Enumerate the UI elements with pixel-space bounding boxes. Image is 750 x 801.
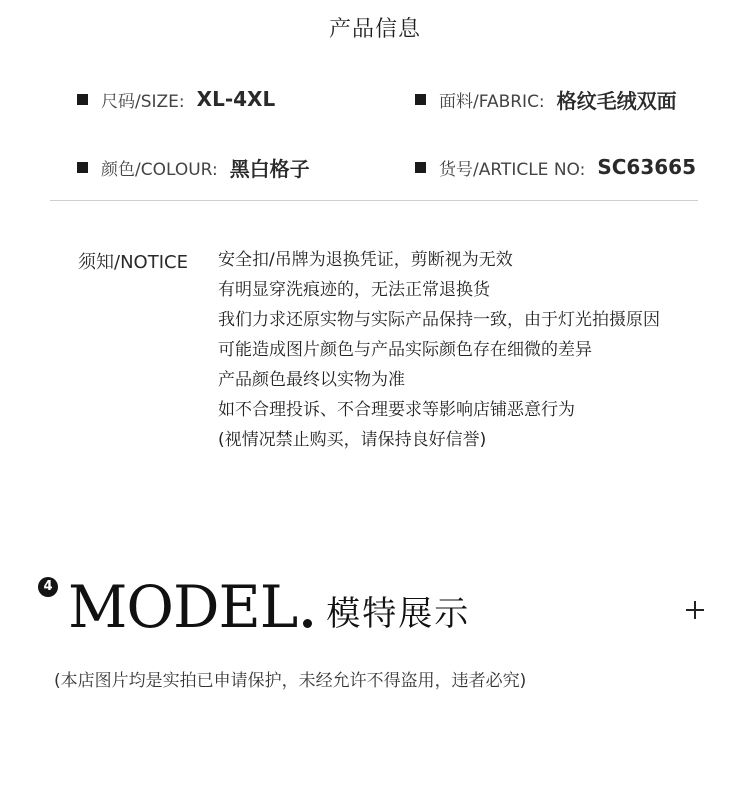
bullet-square-icon: [77, 162, 88, 173]
spec-size-label: 尺码/SIZE:: [101, 91, 185, 112]
plus-icon[interactable]: [684, 599, 706, 621]
notice-line: 产品颜色最终以实物为准: [218, 370, 405, 390]
spec-fabric-label: 面料/FABRIC:: [439, 91, 545, 112]
notice-line: 可能造成图片颜色与产品实际颜色存在细微的差异: [218, 340, 592, 360]
spec-article: [415, 152, 696, 182]
notice-list: [218, 245, 728, 455]
bullet-square-icon: [415, 162, 426, 173]
notice-line: 安全扣/吊牌为退换凭证，剪断视为无效: [218, 250, 513, 270]
spec-colour-label: 颜色/COLOUR:: [101, 159, 218, 180]
model-title-cn: 模特展示: [326, 594, 471, 634]
section-number-badge: 4: [38, 577, 58, 597]
notice-line: 我们力求还原实物与实际产品保持一致，由于灯光拍摄原因: [218, 310, 660, 330]
spec-size-value: XL-4XL: [196, 87, 276, 111]
notice-line: 如不合理投诉、不合理要求等影响店铺恶意行为: [218, 400, 575, 420]
model-section-heading: [68, 570, 470, 640]
spec-colour-value: 黑白格子: [229, 156, 310, 181]
title-dot: [303, 619, 312, 628]
spec-article-value: SC63665: [597, 155, 697, 179]
bullet-square-icon: [77, 94, 88, 105]
notice-line: 有明显穿洗痕迹的，无法正常退换货: [218, 280, 490, 300]
bullet-square-icon: [415, 94, 426, 105]
spec-colour: [77, 152, 310, 182]
spec-article-label: 货号/ARTICLE NO:: [439, 159, 586, 180]
notice-line: (视情况禁止购买，请保持良好信誉): [218, 430, 487, 450]
section-divider: [50, 200, 698, 201]
spec-fabric: [415, 84, 677, 114]
spec-fabric-value: 格纹毛绒双面: [556, 88, 677, 113]
spec-size: [77, 84, 275, 114]
page-title: 产品信息: [328, 17, 421, 42]
copyright-notice: (本店图片均是实拍已申请保护，未经允许不得盗用，违者必究): [54, 671, 527, 691]
model-title-en: MODEL: [68, 573, 298, 641]
notice-label: 须知/NOTICE: [78, 252, 188, 273]
